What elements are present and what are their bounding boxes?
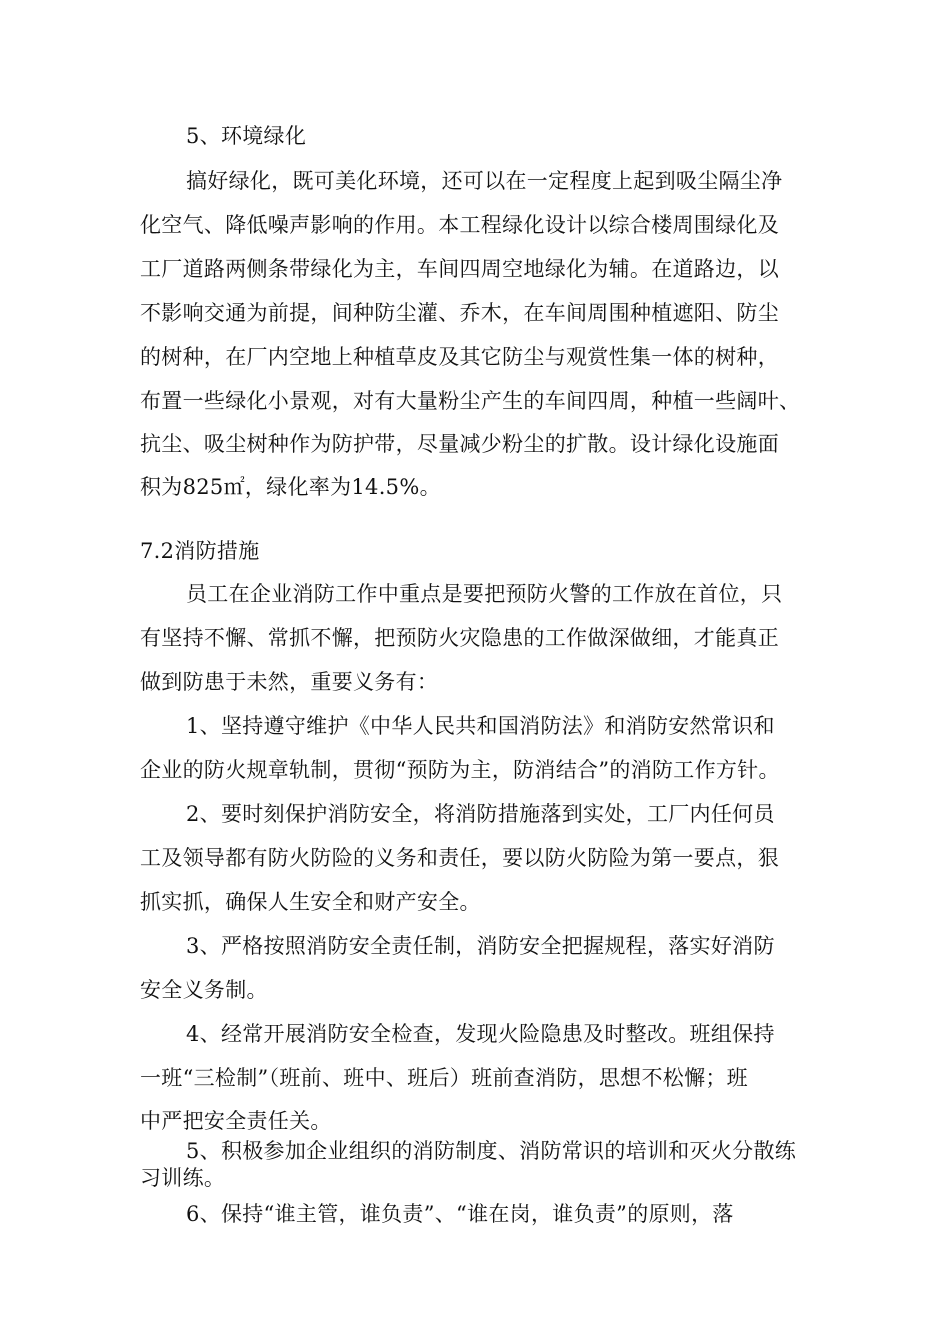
paragraph-line: 搞好绿化，既可美化环境，还可以在一定程度上起到吸尘隔尘净	[186, 169, 783, 193]
paragraph-line: 积为825㎡，绿化率为14.5%。	[140, 475, 441, 499]
list-item-line: 一班“三检制”（班前、班中、班后）班前查消防，思想不松懈；班	[140, 1066, 748, 1090]
list-item-line: 习训练。	[140, 1166, 226, 1190]
paragraph-line: 布置一些绿化小景观，对有大量粉尘产生的车间四周，种植一些阔叶、	[140, 389, 801, 413]
list-item-line: 3、严格按照消防安全责任制，消防安全把握规程，落实好消防	[186, 934, 775, 958]
list-item-line: 2、要时刻保护消防安全，将消防措施落到实处，工厂内任何员	[186, 802, 775, 826]
section-heading-fire-protection: 7.2消防措施	[140, 539, 260, 563]
paragraph-line: 不影响交通为前提，间种防尘灌、乔木，在车间周围种植遮阳、防尘	[140, 301, 779, 325]
paragraph-line: 做到防患于未然，重要义务有：	[140, 670, 439, 694]
list-item-line: 企业的防火规章轨制，贯彻“预防为主，防消结合”的消防工作方针。	[140, 758, 780, 782]
list-item-line: 6、保持“谁主管，谁负责”、“谁在岗，谁负责”的原则，落	[186, 1202, 734, 1226]
paragraph-line: 员工在企业消防工作中重点是要把预防火警的工作放在首位，只	[186, 582, 783, 606]
list-item-line: 5、积极参加企业组织的消防制度、消防常识的培训和灭火分散练	[186, 1139, 797, 1163]
list-item-line: 1、坚持遵守维护《中华人民共和国消防法》和消防安然常识和	[186, 714, 775, 738]
paragraph-line: 有坚持不懈、常抓不懈，把预防火灾隐患的工作做深做细，才能真正	[140, 626, 779, 650]
list-item-line: 安全义务制。	[140, 978, 268, 1002]
paragraph-line: 抗尘、吸尘树种作为防护带，尽量减少粉尘的扩散。设计绿化设施面	[140, 432, 779, 456]
paragraph-line: 的树种，在厂内空地上种植草皮及其它防尘与观赏性集一体的树种，	[140, 345, 779, 369]
list-item-line: 中严把安全责任关。	[140, 1109, 332, 1133]
paragraph-line: 化空气、降低噪声影响的作用。本工程绿化设计以综合楼周围绿化及	[140, 213, 779, 237]
list-item-line: 工及领导都有防火防险的义务和责任，要以防火防险为第一要点，狠	[140, 846, 779, 870]
section-heading-environment-greening: 5、环境绿化	[186, 124, 307, 148]
list-item-line: 抓实抓，确保人生安全和财产安全。	[140, 890, 481, 914]
paragraph-line: 工厂道路两侧条带绿化为主，车间四周空地绿化为辅。在道路边，以	[140, 257, 779, 281]
list-item-line: 4、经常开展消防安全检查，发现火险隐患及时整改。班组保持	[186, 1022, 775, 1046]
